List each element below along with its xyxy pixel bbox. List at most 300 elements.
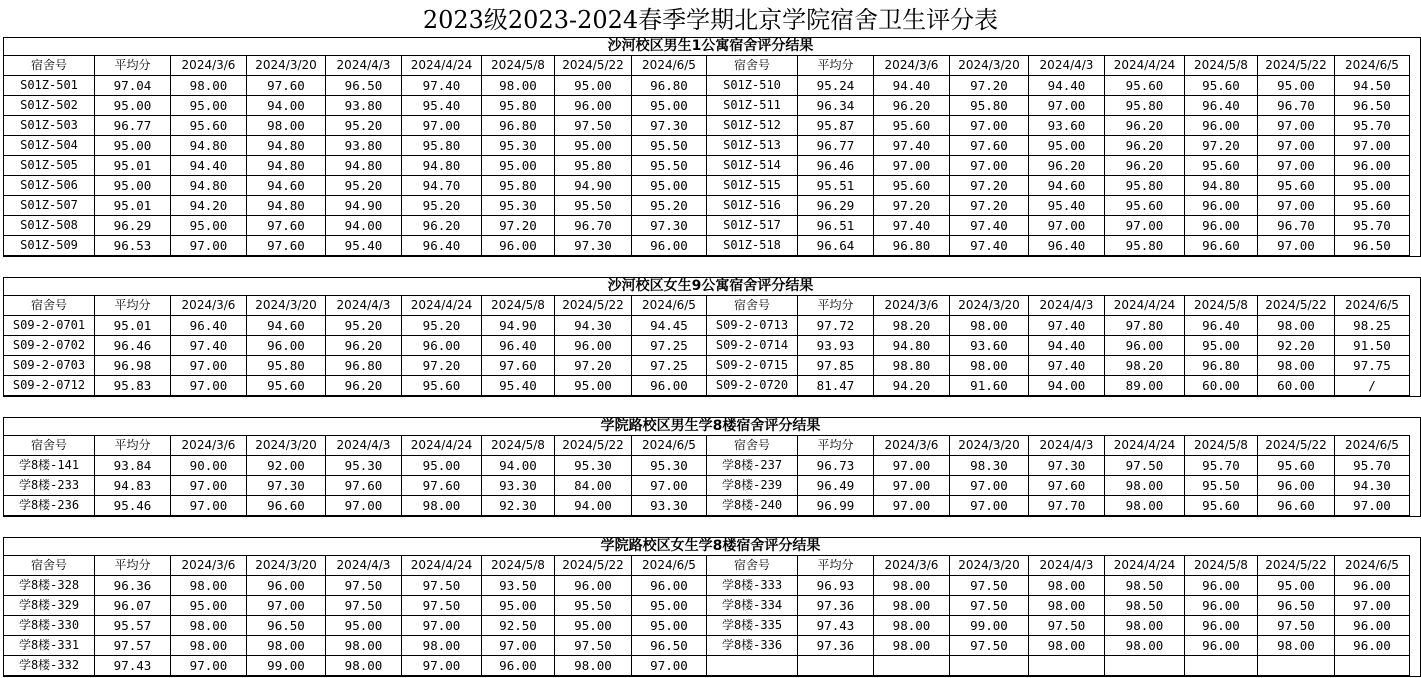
room-number-cell: S01Z-501 (4, 76, 95, 96)
score-cell: 94.60 (1029, 176, 1105, 196)
score-cell: 98.00 (482, 76, 555, 96)
score-cell: 91.50 (1335, 336, 1410, 356)
col-header-date: 2024/3/20 (950, 56, 1029, 76)
score-cell: 95.00 (326, 616, 402, 636)
score-cell: 96.40 (171, 316, 247, 336)
score-cell (1105, 656, 1185, 676)
score-cell: 96.50 (326, 76, 402, 96)
score-cell: 94.80 (402, 156, 482, 176)
score-cell: 94.40 (1029, 76, 1105, 96)
average-score-cell: 97.43 (798, 616, 874, 636)
room-number-cell: S01Z-514 (707, 156, 798, 176)
score-cell: 97.00 (482, 636, 555, 656)
col-header-room: 宿舍号 (4, 436, 95, 456)
score-cell: 97.00 (950, 156, 1029, 176)
score-cell: 97.50 (950, 576, 1029, 596)
score-cell: 97.20 (950, 76, 1029, 96)
score-cell (1258, 656, 1335, 676)
score-cell: 97.00 (247, 596, 326, 616)
score-cell: 97.50 (950, 636, 1029, 656)
score-cell: 95.40 (1029, 196, 1105, 216)
score-cell: 94.50 (1335, 76, 1410, 96)
score-cell: 97.50 (1029, 616, 1105, 636)
average-score-cell: 96.46 (95, 336, 171, 356)
room-number-cell: S01Z-516 (707, 196, 798, 216)
average-score-cell: 81.47 (798, 376, 874, 396)
score-cell: 97.60 (326, 476, 402, 496)
average-score-cell: 96.93 (798, 576, 874, 596)
room-number-cell: 学8楼-237 (707, 456, 798, 476)
score-cell: 96.80 (632, 76, 707, 96)
score-cell: 95.80 (402, 136, 482, 156)
score-table (3, 555, 1410, 676)
score-cell: 97.60 (482, 356, 555, 376)
score-cell: 97.40 (874, 216, 950, 236)
score-cell: 95.30 (555, 456, 632, 476)
score-cell: 93.30 (482, 476, 555, 496)
score-cell: 95.20 (326, 316, 402, 336)
score-cell: 96.00 (1185, 216, 1258, 236)
room-number-cell: S01Z-505 (4, 156, 95, 176)
score-cell: 97.60 (247, 216, 326, 236)
score-cell: 96.50 (1335, 96, 1410, 116)
average-score-cell: 95.46 (95, 496, 171, 516)
room-number-cell: S09-2-0702 (4, 336, 95, 356)
score-cell: 96.60 (247, 496, 326, 516)
col-header-average: 平均分 (95, 436, 171, 456)
header-row (4, 556, 1410, 576)
score-cell: 96.00 (402, 336, 482, 356)
score-cell: 95.20 (326, 176, 402, 196)
col-header-date: 2024/5/22 (555, 56, 632, 76)
col-header-date: 2024/4/3 (1029, 436, 1105, 456)
score-cell: 95.60 (1105, 196, 1185, 216)
score-cell: 95.70 (1335, 456, 1410, 476)
col-header-date: 2024/4/3 (326, 436, 402, 456)
score-cell: 95.20 (402, 196, 482, 216)
score-cell: 96.00 (1335, 576, 1410, 596)
table-row (4, 596, 1410, 616)
table-row (4, 636, 1410, 656)
average-score-cell: 96.51 (798, 216, 874, 236)
score-cell: 95.00 (482, 156, 555, 176)
col-header-average: 平均分 (798, 436, 874, 456)
score-cell: 94.00 (555, 496, 632, 516)
col-header-date: 2024/3/6 (171, 56, 247, 76)
score-cell: 98.00 (1105, 496, 1185, 516)
score-cell: 94.30 (1335, 476, 1410, 496)
score-cell: 93.60 (1029, 116, 1105, 136)
room-number-cell: 学8楼-332 (4, 656, 95, 676)
room-number-cell: S09-2-0714 (707, 336, 798, 356)
score-cell: 98.00 (1029, 636, 1105, 656)
score-cell: 97.20 (402, 356, 482, 376)
score-cell: 96.20 (1105, 136, 1185, 156)
col-header-average: 平均分 (798, 556, 874, 576)
col-header-date: 2024/6/5 (1335, 556, 1410, 576)
score-cell: 97.70 (1029, 496, 1105, 516)
score-cell: 97.00 (171, 356, 247, 376)
col-header-date: 2024/3/20 (950, 436, 1029, 456)
score-cell: 94.80 (247, 156, 326, 176)
col-header-average: 平均分 (95, 296, 171, 316)
score-cell: 96.80 (1185, 356, 1258, 376)
score-cell: 97.00 (1029, 96, 1105, 116)
table-row (4, 356, 1410, 376)
score-cell: 98.00 (874, 596, 950, 616)
room-number-cell: 学8楼-330 (4, 616, 95, 636)
score-cell: 95.20 (402, 316, 482, 336)
score-cell: 95.60 (1185, 76, 1258, 96)
average-score-cell: 97.36 (798, 596, 874, 616)
score-cell: 94.70 (402, 176, 482, 196)
room-number-cell: S09-2-0701 (4, 316, 95, 336)
room-number-cell: 学8楼-336 (707, 636, 798, 656)
score-cell: 98.50 (1105, 576, 1185, 596)
score-cell: 94.00 (247, 96, 326, 116)
score-cell: 90.00 (171, 456, 247, 476)
section-3 (0, 417, 1421, 517)
score-cell: 97.40 (874, 136, 950, 156)
col-header-date: 2024/5/8 (482, 556, 555, 576)
score-cell: 95.60 (1258, 176, 1335, 196)
score-cell: 97.00 (171, 376, 247, 396)
room-number-cell: 学8楼-239 (707, 476, 798, 496)
score-cell: 94.00 (482, 456, 555, 476)
average-score-cell: 96.46 (798, 156, 874, 176)
average-score-cell: 96.53 (95, 236, 171, 256)
room-number-cell (707, 656, 798, 676)
table-row (4, 476, 1410, 496)
room-number-cell: 学8楼-141 (4, 456, 95, 476)
score-cell: 97.00 (402, 616, 482, 636)
room-number-cell: S09-2-0703 (4, 356, 95, 376)
score-cell: 95.40 (482, 376, 555, 396)
average-score-cell: 93.84 (95, 456, 171, 476)
score-cell: 96.70 (1258, 96, 1335, 116)
table-row (4, 76, 1410, 96)
col-header-date: 2024/5/8 (1185, 556, 1258, 576)
score-cell: 94.45 (632, 316, 707, 336)
score-cell: 98.00 (555, 656, 632, 676)
score-cell: 97.30 (632, 216, 707, 236)
average-score-cell: 95.00 (95, 96, 171, 116)
col-header-date: 2024/5/22 (1258, 436, 1335, 456)
average-score-cell: 95.87 (798, 116, 874, 136)
score-cell: 96.20 (1105, 156, 1185, 176)
col-header-date: 2024/6/5 (1335, 436, 1410, 456)
average-score-cell: 95.24 (798, 76, 874, 96)
table-row (4, 96, 1410, 116)
score-cell: 95.50 (1185, 476, 1258, 496)
score-cell: 96.40 (1185, 316, 1258, 336)
room-number-cell: 学8楼-335 (707, 616, 798, 636)
col-header-date: 2024/3/20 (247, 556, 326, 576)
score-cell: 96.00 (1335, 616, 1410, 636)
average-score-cell: 97.43 (95, 656, 171, 676)
score-cell: 98.30 (950, 456, 1029, 476)
col-header-room: 宿舍号 (4, 296, 95, 316)
score-cell: / (1335, 376, 1410, 396)
col-header-date: 2024/3/20 (247, 436, 326, 456)
room-number-cell: S01Z-511 (707, 96, 798, 116)
score-cell: 95.00 (1029, 136, 1105, 156)
room-number-cell: S01Z-507 (4, 196, 95, 216)
score-cell: 97.00 (1258, 116, 1335, 136)
col-header-date: 2024/5/8 (482, 56, 555, 76)
score-cell: 95.60 (1185, 496, 1258, 516)
col-header-date: 2024/5/8 (482, 436, 555, 456)
score-cell: 97.00 (326, 496, 402, 516)
score-cell: 96.00 (1335, 636, 1410, 656)
score-cell (1029, 656, 1105, 676)
section-title: 沙河校区男生1公寓宿舍评分结果 (607, 38, 814, 54)
table-row (4, 656, 1410, 676)
average-score-cell: 95.57 (95, 616, 171, 636)
score-cell: 97.80 (1105, 316, 1185, 336)
average-score-cell: 96.98 (95, 356, 171, 376)
col-header-date: 2024/5/22 (555, 296, 632, 316)
room-number-cell: S01Z-504 (4, 136, 95, 156)
score-cell: 97.00 (950, 116, 1029, 136)
score-cell: 95.50 (555, 596, 632, 616)
col-header-date: 2024/5/22 (555, 556, 632, 576)
score-cell: 92.50 (482, 616, 555, 636)
score-cell: 96.50 (1258, 596, 1335, 616)
score-cell: 96.00 (632, 376, 707, 396)
score-cell: 96.80 (874, 236, 950, 256)
score-cell (874, 656, 950, 676)
score-cell: 95.00 (482, 596, 555, 616)
col-header-date: 2024/5/8 (1185, 296, 1258, 316)
score-cell: 94.80 (171, 176, 247, 196)
score-cell: 97.30 (247, 476, 326, 496)
col-header-date: 2024/6/5 (1335, 296, 1410, 316)
score-cell: 97.60 (950, 136, 1029, 156)
score-cell: 96.00 (482, 656, 555, 676)
score-cell: 96.00 (555, 96, 632, 116)
average-score-cell: 96.36 (95, 576, 171, 596)
score-cell: 97.40 (950, 236, 1029, 256)
score-cell: 96.20 (402, 216, 482, 236)
score-cell: 60.00 (1258, 376, 1335, 396)
col-header-date: 2024/4/24 (402, 436, 482, 456)
score-cell: 94.40 (171, 156, 247, 176)
score-cell: 94.20 (874, 376, 950, 396)
score-cell: 98.00 (326, 656, 402, 676)
average-score-cell: 96.73 (798, 456, 874, 476)
col-header-date: 2024/4/24 (1105, 436, 1185, 456)
score-cell: 95.00 (171, 596, 247, 616)
score-cell: 96.00 (555, 576, 632, 596)
col-header-date: 2024/4/24 (1105, 556, 1185, 576)
col-header-date: 2024/3/20 (247, 296, 326, 316)
room-number-cell: 学8楼-331 (4, 636, 95, 656)
score-cell: 96.20 (326, 336, 402, 356)
score-cell: 96.00 (632, 236, 707, 256)
score-cell: 97.50 (1258, 616, 1335, 636)
score-cell: 97.30 (632, 116, 707, 136)
score-cell (1185, 656, 1258, 676)
score-table (3, 295, 1410, 396)
score-cell: 97.50 (326, 576, 402, 596)
average-score-cell: 95.83 (95, 376, 171, 396)
score-cell: 95.60 (874, 176, 950, 196)
col-header-date: 2024/3/6 (171, 296, 247, 316)
score-cell: 89.00 (1105, 376, 1185, 396)
score-cell: 97.00 (1335, 136, 1410, 156)
score-cell: 95.00 (402, 456, 482, 476)
score-cell: 95.20 (326, 116, 402, 136)
score-cell: 96.70 (1258, 216, 1335, 236)
score-cell: 97.50 (402, 576, 482, 596)
average-score-cell: 93.93 (798, 336, 874, 356)
col-header-date: 2024/4/24 (1105, 56, 1185, 76)
average-score-cell: 95.01 (95, 316, 171, 336)
score-cell: 98.25 (1335, 316, 1410, 336)
score-cell: 98.00 (402, 636, 482, 656)
room-number-cell: 学8楼-328 (4, 576, 95, 596)
col-header-date: 2024/5/22 (555, 436, 632, 456)
score-cell: 97.00 (874, 496, 950, 516)
score-cell: 94.90 (326, 196, 402, 216)
score-cell: 95.60 (1335, 196, 1410, 216)
room-number-cell: S01Z-506 (4, 176, 95, 196)
score-cell: 95.80 (482, 176, 555, 196)
score-cell: 98.00 (1105, 616, 1185, 636)
score-cell: 97.40 (1029, 356, 1105, 376)
score-cell: 96.80 (482, 116, 555, 136)
score-cell: 96.20 (326, 376, 402, 396)
col-header-date: 2024/4/3 (326, 556, 402, 576)
score-cell: 96.50 (1335, 236, 1410, 256)
score-cell: 95.80 (1105, 96, 1185, 116)
score-cell: 96.00 (1105, 336, 1185, 356)
score-cell: 84.00 (555, 476, 632, 496)
score-cell (950, 656, 1029, 676)
col-header-average: 平均分 (95, 56, 171, 76)
score-cell: 97.20 (874, 196, 950, 216)
room-number-cell: S01Z-503 (4, 116, 95, 136)
score-cell: 95.30 (482, 136, 555, 156)
score-cell: 96.00 (1185, 576, 1258, 596)
score-cell: 98.00 (1029, 576, 1105, 596)
score-cell: 95.60 (402, 376, 482, 396)
col-header-date: 2024/3/6 (874, 296, 950, 316)
score-cell: 97.00 (1335, 496, 1410, 516)
col-header-date: 2024/4/24 (402, 296, 482, 316)
room-number-cell: S09-2-0712 (4, 376, 95, 396)
room-number-cell: S01Z-517 (707, 216, 798, 236)
room-number-cell: 学8楼-333 (707, 576, 798, 596)
col-header-room: 宿舍号 (707, 556, 798, 576)
score-cell: 97.00 (171, 236, 247, 256)
average-score-cell: 96.77 (95, 116, 171, 136)
average-score-cell: 96.49 (798, 476, 874, 496)
average-score-cell: 97.72 (798, 316, 874, 336)
score-cell: 97.00 (1258, 156, 1335, 176)
score-cell: 96.00 (1335, 156, 1410, 176)
col-header-date: 2024/4/3 (1029, 56, 1105, 76)
col-header-average: 平均分 (95, 556, 171, 576)
score-cell: 95.60 (171, 116, 247, 136)
score-cell: 97.00 (874, 456, 950, 476)
score-cell: 96.00 (1185, 616, 1258, 636)
score-cell: 94.80 (247, 196, 326, 216)
col-header-average: 平均分 (798, 296, 874, 316)
col-header-room: 宿舍号 (707, 56, 798, 76)
score-cell: 97.20 (1185, 136, 1258, 156)
room-number-cell: S01Z-510 (707, 76, 798, 96)
score-cell: 96.00 (1185, 116, 1258, 136)
score-cell: 97.20 (482, 216, 555, 236)
table-row (4, 576, 1410, 596)
average-score-cell: 95.00 (95, 176, 171, 196)
score-cell: 97.50 (950, 596, 1029, 616)
score-cell: 95.00 (171, 96, 247, 116)
score-cell: 95.80 (482, 96, 555, 116)
col-header-date: 2024/4/24 (402, 556, 482, 576)
score-cell: 97.00 (171, 656, 247, 676)
score-cell: 97.00 (402, 656, 482, 676)
col-header-room: 宿舍号 (4, 556, 95, 576)
table-row (4, 196, 1410, 216)
score-cell: 98.00 (171, 76, 247, 96)
score-cell: 96.70 (555, 216, 632, 236)
col-header-date: 2024/4/3 (1029, 296, 1105, 316)
score-cell: 97.00 (1258, 136, 1335, 156)
section-4 (0, 537, 1421, 677)
header-row (4, 56, 1410, 76)
col-header-date: 2024/6/5 (1335, 56, 1410, 76)
score-table (3, 435, 1410, 516)
score-cell: 97.60 (247, 236, 326, 256)
score-cell: 97.25 (632, 356, 707, 376)
score-cell: 97.00 (1105, 216, 1185, 236)
score-cell: 96.40 (1185, 96, 1258, 116)
table-row (4, 136, 1410, 156)
score-cell: 96.00 (247, 336, 326, 356)
score-cell: 92.20 (1258, 336, 1335, 356)
score-cell: 95.60 (874, 116, 950, 136)
table-row (4, 116, 1410, 136)
score-cell: 97.00 (632, 656, 707, 676)
score-cell: 98.00 (171, 616, 247, 636)
col-header-date: 2024/4/3 (1029, 556, 1105, 576)
col-header-date: 2024/4/24 (402, 56, 482, 76)
score-cell: 95.00 (1258, 76, 1335, 96)
score-cell: 97.50 (402, 596, 482, 616)
score-cell: 97.40 (1029, 316, 1105, 336)
score-cell: 97.30 (555, 236, 632, 256)
score-cell: 96.00 (1185, 196, 1258, 216)
col-header-date: 2024/5/22 (1258, 556, 1335, 576)
room-number-cell: 学8楼-236 (4, 496, 95, 516)
col-header-date: 2024/6/5 (632, 296, 707, 316)
score-cell: 95.50 (632, 156, 707, 176)
score-cell: 98.00 (1105, 636, 1185, 656)
room-number-cell: 学8楼-233 (4, 476, 95, 496)
score-cell: 95.20 (632, 196, 707, 216)
section-2 (0, 277, 1421, 397)
score-cell: 96.00 (247, 576, 326, 596)
score-cell: 98.00 (247, 636, 326, 656)
col-header-date: 2024/4/3 (326, 296, 402, 316)
score-cell: 98.00 (326, 636, 402, 656)
score-cell: 98.00 (247, 116, 326, 136)
score-cell: 95.80 (950, 96, 1029, 116)
score-cell: 98.00 (1258, 356, 1335, 376)
